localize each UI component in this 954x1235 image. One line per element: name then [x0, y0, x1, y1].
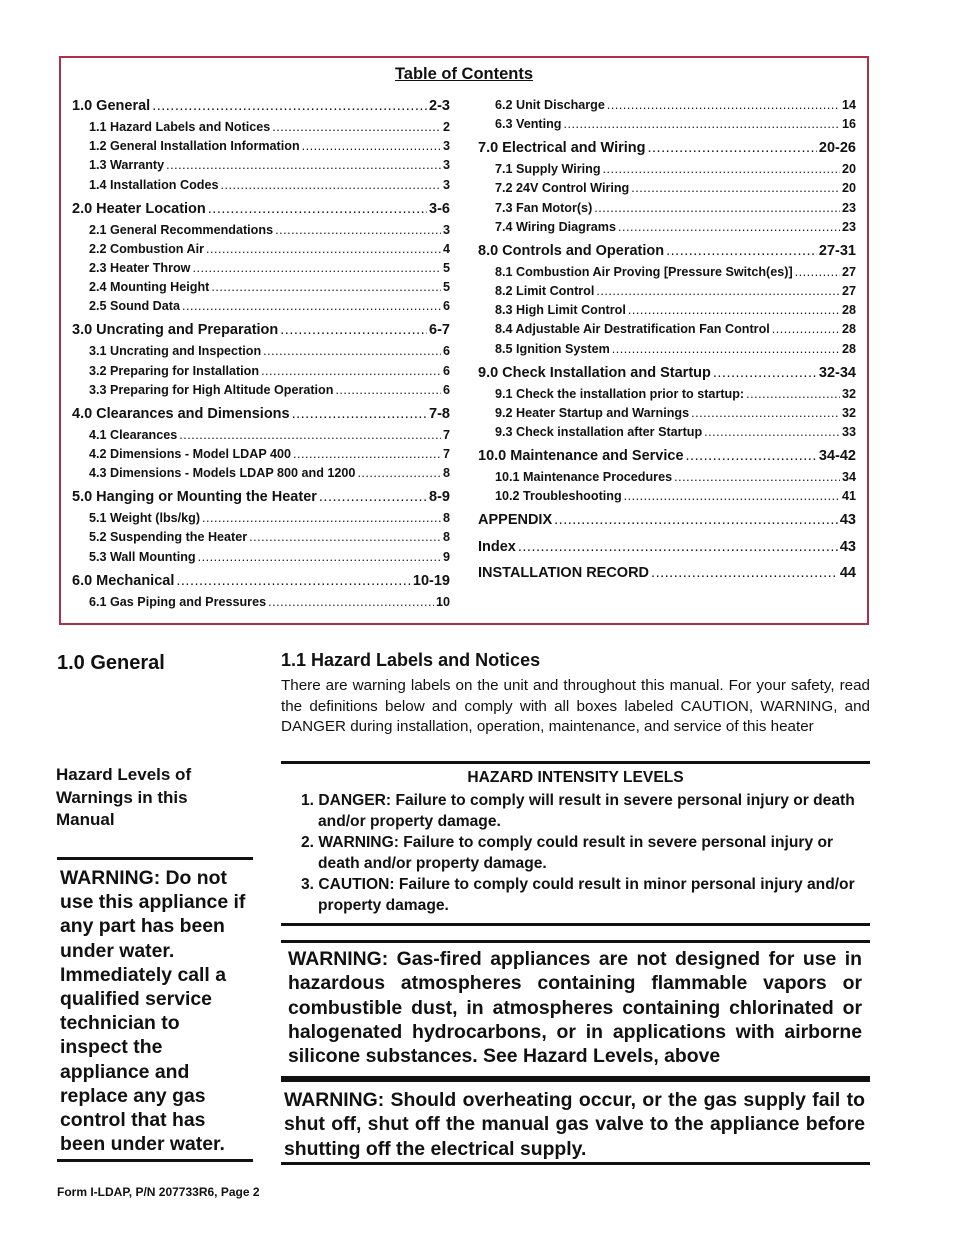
toc-entry-page: 2	[442, 120, 450, 134]
hazard-levels-heading: Hazard Levels of Warnings in this Manual	[56, 765, 192, 829]
toc-entry-label: 6.2 Unit Discharge	[495, 98, 605, 112]
toc-section-entry	[478, 243, 856, 259]
toc-entry-page: 8	[442, 511, 450, 526]
toc-subsection-entry	[478, 406, 856, 420]
toc-leader-dots	[686, 448, 817, 464]
toc-subsection-entry	[478, 284, 856, 298]
hazard-level-danger: 1. DANGER: Failure to comply will result in severe personal injury or death and/or property damage.	[301, 792, 855, 830]
toc-entry-page: 28	[841, 341, 856, 356]
toc-entry-page: 20	[841, 162, 856, 177]
toc-entry-label: 6.0 Mechanical	[72, 572, 175, 589]
toc-entry-label: 4.2 Dimensions - Model LDAP 400	[89, 447, 292, 461]
toc-entry-page: 7	[442, 447, 450, 461]
toc-entry-label: 8.1 Combustion Air Proving [Pressure Switch(es)]	[495, 264, 793, 279]
toc-leader-dots	[631, 181, 840, 195]
toc-entry-label: 6.1 Gas Piping and Pressures	[89, 594, 267, 609]
toc-leader-dots	[554, 512, 838, 528]
toc-subsection-entry	[478, 322, 856, 336]
toc-section-entry	[478, 448, 856, 464]
toc-leader-dots	[211, 280, 441, 294]
toc-subsection-entry	[478, 387, 856, 401]
toc-subsection-entry	[72, 120, 450, 134]
toc-entry-label: 5.0 Hanging or Mounting the Heater	[72, 489, 317, 506]
toc-leader-dots	[192, 261, 441, 275]
toc-entry-page: 27	[841, 284, 856, 298]
toc-entry-label: 3.0 Uncrating and Preparation	[72, 322, 279, 339]
water-warning-box: WARNING: Do not use this appliance if any part has been under water. Immediately call a qualified service technician to inspect the appliance and replace any gas control that has been under water.	[57, 857, 253, 1162]
toc-entry-label: 7.1 Supply Wiring	[495, 162, 601, 177]
toc-leader-dots	[198, 550, 441, 564]
toc-leader-dots	[624, 489, 840, 503]
toc-subsection-entry	[478, 265, 856, 279]
toc-leader-dots	[335, 383, 441, 397]
toc-entry-page: 7-8	[429, 405, 450, 422]
toc-entry-label: 7.0 Electrical and Wiring	[478, 140, 646, 157]
toc-entry-page: 8	[442, 530, 450, 545]
toc-entry-label: Index	[478, 538, 516, 555]
toc-entry-label: 9.3 Check installation after Startup	[495, 425, 703, 439]
toc-leader-dots	[182, 299, 441, 313]
toc-entry-page: 34-42	[818, 448, 856, 464]
toc-entry-page: 5	[442, 261, 450, 275]
toc-subsection-entry	[72, 595, 450, 609]
toc-entry-page: 20-26	[818, 140, 856, 157]
toc-leader-dots	[202, 511, 441, 525]
toc-entry-label: 3.3 Preparing for High Altitude Operation	[89, 382, 334, 397]
toc-leader-dots	[261, 364, 441, 378]
toc-entry-page: 32	[841, 386, 856, 401]
hazard-level-caution: 3. CAUTION: Failure to comply could result in minor personal injury and/or property damage.	[301, 876, 855, 914]
toc-leader-dots	[596, 284, 840, 298]
toc-subsection-entry	[72, 223, 450, 237]
toc-entry-label: 5.3 Wall Mounting	[89, 549, 196, 564]
toc-section-entry	[72, 489, 450, 505]
toc-entry-label: 2.4 Mounting Height	[89, 280, 210, 295]
toc-entry-label: 4.1 Clearances	[89, 427, 178, 442]
toc-entry-page: 6-7	[429, 322, 450, 339]
toc-entry-page: 32-34	[818, 364, 856, 381]
toc-entry-page: 43	[839, 538, 856, 555]
toc-section-entry	[72, 322, 450, 338]
toc-subsection-entry	[478, 425, 856, 439]
toc-leader-dots	[293, 447, 441, 461]
toc-subsection-entry	[478, 181, 856, 195]
table-of-contents	[59, 56, 869, 625]
toc-leader-dots	[280, 322, 427, 338]
toc-section-entry	[478, 140, 856, 156]
toc-subsection-entry	[478, 201, 856, 215]
gas-atmosphere-warning: WARNING: Gas-fired appliances are not designed for use in hazardous atmospheres containing flammable vapors or combustible dust, in atmospheres containing chlorinated or halogenated hydrocarbons, or in applications with airborne silicone substances. See Hazard Levels, above	[281, 940, 870, 1079]
toc-entry-page: 20	[841, 181, 856, 196]
toc-entry-page: 28	[841, 303, 856, 318]
toc-leader-dots	[176, 573, 411, 589]
toc-leader-dots	[647, 140, 816, 156]
toc-leader-dots	[275, 223, 441, 237]
toc-entry-label: 4.3 Dimensions - Models LDAP 800 and 1200	[89, 466, 356, 481]
toc-leader-dots	[206, 242, 441, 256]
toc-leader-dots	[292, 406, 427, 422]
toc-entry-page: 23	[841, 219, 856, 234]
toc-entry-page: 3	[442, 158, 450, 173]
toc-entry-label: 1.0 General	[72, 98, 151, 114]
hazard-intensity-title: HAZARD INTENSITY LEVELS	[467, 769, 684, 786]
toc-subsection-entry	[478, 220, 856, 234]
toc-entry-label: 8.0 Controls and Operation	[478, 242, 665, 259]
toc-entry-label: 9.1 Check the installation prior to startup:	[495, 386, 745, 401]
toc-section-entry	[72, 201, 450, 217]
toc-section-entry	[72, 406, 450, 422]
toc-entry-label: 1.4 Installation Codes	[89, 177, 219, 192]
toc-subsection-entry	[72, 242, 450, 256]
intro-paragraph: There are warning labels on the unit and throughout this manual. For your safety, read the definitions below and comply with all boxes labeled CAUTION, WARNING, and DANGER during installation, operation, maintenance, and service of this heater	[281, 677, 870, 736]
toc-entry-label: 5.2 Suspending the Heater	[89, 530, 248, 545]
toc-subsection-entry	[72, 550, 450, 564]
toc-leader-dots	[612, 342, 840, 356]
toc-subsection-entry	[478, 342, 856, 356]
toc-subsection-entry	[72, 139, 450, 153]
toc-entry-label: 2.1 General Recommendations	[89, 222, 274, 237]
toc-entry-page: 8-9	[429, 489, 450, 506]
toc-subsection-entry	[72, 447, 450, 461]
toc-leader-dots	[249, 530, 441, 544]
toc-leader-dots	[594, 201, 840, 215]
toc-entry-page: 6	[442, 344, 450, 359]
toc-entry-page: 44	[839, 565, 856, 582]
toc-entry-label: 8.3 High Limit Control	[495, 303, 626, 318]
toc-leader-dots	[152, 98, 427, 114]
toc-subsection-entry	[72, 299, 450, 313]
toc-leader-dots	[272, 120, 441, 134]
toc-entry-label: APPENDIX	[478, 512, 553, 529]
section-heading: 1.0 General	[57, 652, 165, 674]
toc-leader-dots	[651, 565, 838, 581]
toc-leader-dots	[319, 489, 427, 505]
toc-section-entry	[478, 365, 856, 381]
toc-entry-label: 2.0 Heater Location	[72, 200, 206, 217]
hazard-intensity-list	[281, 790, 870, 916]
toc-leader-dots	[618, 220, 840, 234]
toc-subsection-entry	[478, 98, 856, 112]
page-footer: Form I-LDAP, P/N 207733R6, Page 2	[57, 1185, 260, 1199]
toc-entry-label: 2.2 Combustion Air	[89, 241, 204, 256]
toc-entry-page: 32	[841, 405, 856, 420]
toc-entry-page: 3-6	[429, 200, 450, 217]
toc-subsection-entry	[478, 470, 856, 484]
toc-entry-label: 2.3 Heater Throw	[89, 261, 191, 275]
toc-leader-dots	[691, 406, 840, 420]
toc-subsection-entry	[478, 162, 856, 176]
toc-section-entry	[478, 539, 856, 555]
toc-entry-label: 4.0 Clearances and Dimensions	[72, 405, 290, 422]
overheating-warning: WARNING: Should overheating occur, or the gas supply fail to shut off, shut off the manual gas valve to the appliance before shutting off the electrical supply.	[281, 1079, 870, 1165]
toc-leader-dots	[518, 539, 838, 555]
toc-section-entry	[72, 98, 450, 114]
hazard-intensity-box	[281, 761, 870, 926]
toc-leader-dots	[666, 243, 817, 259]
toc-entry-label: INSTALLATION RECORD	[478, 565, 650, 582]
toc-entry-page: 16	[841, 117, 856, 132]
toc-entry-label: 10.1 Maintenance Procedures	[495, 470, 673, 484]
toc-subsection-entry	[72, 511, 450, 525]
toc-entry-page: 9	[442, 549, 450, 564]
toc-entry-label: 9.2 Heater Startup and Warnings	[495, 405, 690, 420]
toc-entry-page: 41	[841, 489, 856, 504]
toc-entry-label: 7.4 Wiring Diagrams	[495, 219, 616, 234]
toc-entry-label: 10.0 Maintenance and Service	[478, 448, 684, 464]
toc-entry-page: 3	[442, 222, 450, 237]
toc-entry-label: 5.1 Weight (lbs/kg)	[89, 511, 201, 526]
toc-entry-page: 3	[442, 177, 450, 192]
toc-entry-label: 2.5 Sound Data	[89, 299, 180, 314]
toc-leader-dots	[607, 98, 840, 112]
toc-leader-dots	[704, 425, 840, 439]
toc-entry-page: 34	[841, 470, 856, 484]
toc-leader-dots	[713, 365, 817, 381]
toc-subsection-entry	[72, 530, 450, 544]
toc-entry-page: 28	[841, 322, 856, 337]
toc-leader-dots	[795, 265, 840, 279]
toc-entry-page: 33	[841, 425, 856, 439]
toc-entry-label: 3.2 Preparing for Installation	[89, 363, 260, 378]
toc-entry-page: 6	[442, 382, 450, 397]
toc-entry-label: 8.4 Adjustable Air Destratification Fan Control	[495, 322, 770, 337]
toc-subsection-entry	[72, 383, 450, 397]
toc-subsection-entry	[72, 344, 450, 358]
toc-subsection-entry	[72, 364, 450, 378]
toc-entry-label: 1.2 General Installation Information	[89, 139, 300, 154]
toc-leader-dots	[166, 158, 441, 172]
toc-entry-page: 5	[442, 280, 450, 295]
toc-entry-page: 2-3	[429, 98, 450, 114]
toc-leader-dots	[268, 595, 434, 609]
toc-entry-label: 7.2 24V Control Wiring	[495, 181, 630, 196]
toc-entry-page: 14	[841, 98, 856, 112]
toc-subsection-entry	[478, 117, 856, 131]
toc-entry-page: 8	[442, 466, 450, 481]
toc-leader-dots	[357, 466, 441, 480]
toc-subsection-entry	[72, 178, 450, 192]
toc-entry-label: 7.3 Fan Motor(s)	[495, 200, 593, 215]
toc-leader-dots	[628, 303, 840, 317]
toc-leader-dots	[564, 117, 840, 131]
toc-subsection-entry	[72, 428, 450, 442]
toc-title: Table of Contents	[394, 65, 534, 83]
toc-entry-page: 43	[839, 512, 856, 529]
toc-leader-dots	[263, 344, 441, 358]
toc-subsection-entry	[478, 303, 856, 317]
toc-leader-dots	[220, 178, 441, 192]
toc-entry-label: 1.1 Hazard Labels and Notices	[89, 120, 271, 134]
toc-entry-page: 6	[442, 299, 450, 314]
toc-leader-dots	[746, 387, 840, 401]
hazard-level-warning: 2. WARNING: Failure to comply could result in severe personal injury or death and/or property damage.	[301, 834, 834, 872]
toc-entry-label: 10.2 Troubleshooting	[495, 489, 622, 504]
toc-entry-label: 3.1 Uncrating and Inspection	[89, 344, 262, 359]
toc-entry-page: 27-31	[818, 242, 856, 259]
toc-leader-dots	[674, 470, 840, 484]
toc-entry-label: 6.3 Venting	[495, 117, 562, 132]
toc-entry-page: 7	[442, 427, 450, 442]
toc-entry-label: 8.5 Ignition System	[495, 341, 610, 356]
toc-entry-page: 27	[841, 264, 856, 279]
toc-entry-label: 9.0 Check Installation and Startup	[478, 364, 711, 381]
toc-leader-dots	[772, 322, 840, 336]
toc-subsection-entry	[478, 489, 856, 503]
toc-entry-page: 10	[435, 594, 450, 609]
toc-entry-page: 6	[442, 363, 450, 378]
toc-entry-label: 8.2 Limit Control	[495, 284, 595, 298]
toc-entry-page: 10-19	[412, 572, 450, 589]
toc-entry-page: 23	[841, 200, 856, 215]
subsection-heading: 1.1 Hazard Labels and Notices	[281, 650, 541, 670]
toc-entry-label: 1.3 Warranty	[89, 158, 165, 173]
toc-leader-dots	[179, 428, 441, 442]
toc-subsection-entry	[72, 280, 450, 294]
toc-leader-dots	[603, 162, 840, 176]
toc-subsection-entry	[72, 261, 450, 275]
toc-leader-dots	[302, 139, 441, 153]
toc-subsection-entry	[72, 466, 450, 480]
toc-entry-page: 4	[442, 241, 450, 256]
toc-section-entry	[72, 573, 450, 589]
toc-section-entry	[478, 565, 856, 581]
toc-entry-page: 3	[442, 139, 450, 154]
toc-leader-dots	[208, 201, 427, 217]
toc-section-entry	[478, 512, 856, 528]
toc-subsection-entry	[72, 158, 450, 172]
